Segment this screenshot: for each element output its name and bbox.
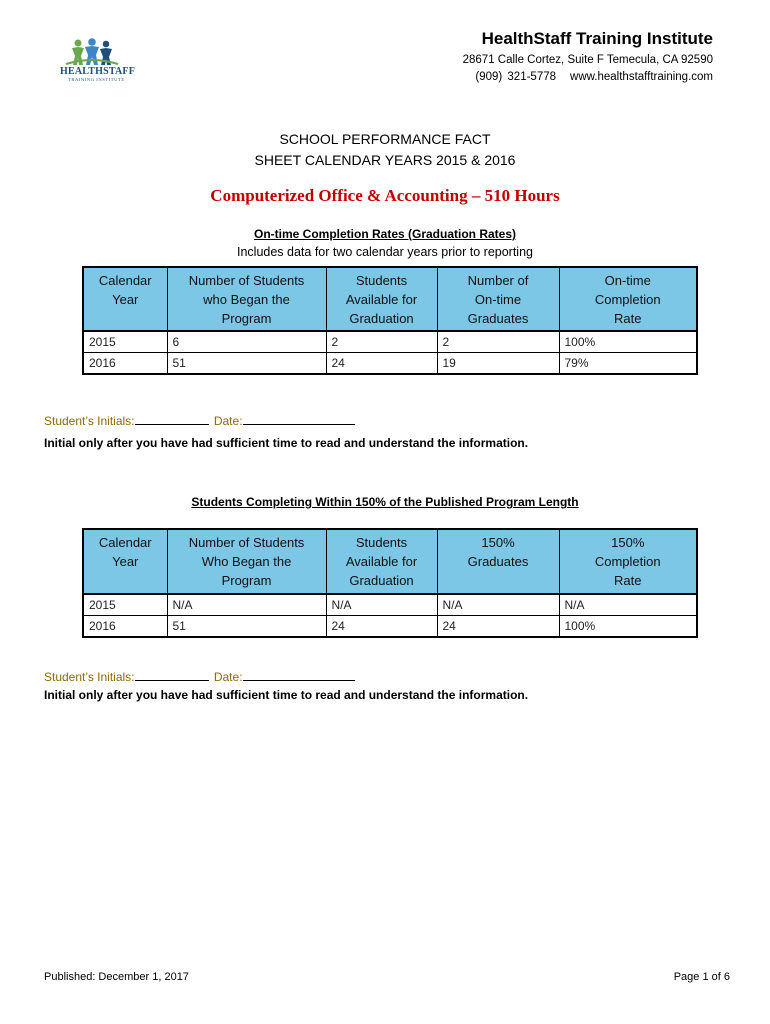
column-header-line: 150% [481, 535, 515, 550]
completion-rates-table [82, 266, 698, 375]
column-header-line: Available for [345, 554, 418, 569]
column-header-text [168, 271, 326, 328]
cell-year: 2016 [83, 616, 167, 638]
student-initials-line [44, 669, 355, 684]
column-header-calendar-year [83, 529, 167, 594]
column-header-line: Rate [614, 311, 642, 326]
cell-available: 24 [326, 353, 437, 375]
column-header-text [327, 271, 437, 328]
column-header-line: 150% [611, 535, 645, 550]
column-header-line: Completion [594, 292, 661, 307]
column-header-available-for-graduation [326, 267, 437, 331]
cell-graduates: 24 [437, 616, 559, 638]
section2-heading: Students Completing Within 150% of the Published Program Length [191, 495, 579, 509]
organization-contact [475, 71, 713, 83]
cell-graduates: 19 [437, 353, 559, 375]
column-header-line: Graduation [349, 311, 414, 326]
column-header-line: Number of Students [188, 273, 305, 288]
column-header-150-completion-rate [559, 529, 697, 594]
date-blank[interactable] [243, 413, 355, 425]
initials-blank[interactable] [135, 669, 209, 681]
column-header-line: On-time [604, 273, 651, 288]
column-header-calendar-year [83, 267, 167, 331]
column-header-line: Year [112, 292, 139, 307]
table-header-row [83, 529, 697, 594]
cell-students-began: 51 [167, 616, 326, 638]
column-header-line: Graduates [467, 311, 529, 326]
column-header-ontime-graduates [437, 267, 559, 331]
column-header-text [438, 271, 559, 328]
cell-year: 2015 [83, 331, 167, 353]
document-title-line2: SHEET CALENDAR YEARS 2015 & 2016 [254, 152, 516, 168]
column-header-line: Students [355, 273, 408, 288]
cell-graduates: N/A [437, 594, 559, 616]
completion-150-table [82, 528, 698, 638]
document-title-line1: SCHOOL PERFORMANCE FACT [279, 131, 491, 147]
column-header-text [560, 271, 697, 328]
table-header-row [83, 267, 697, 331]
logo-text: HEALTHSTAFF [60, 66, 135, 77]
organization-website[interactable]: www.healthstafftraining.com [570, 71, 713, 83]
cell-students-began: N/A [167, 594, 326, 616]
logo-subtext: TRAINING INSTITUTE [68, 77, 125, 82]
column-header-line: Program [221, 573, 272, 588]
initials-blank[interactable] [135, 413, 209, 425]
date-label: Date: [213, 670, 243, 684]
column-header-students-began [167, 267, 326, 331]
cell-available: N/A [326, 594, 437, 616]
section1-heading: On-time Completion Rates (Graduation Rates) [253, 227, 517, 241]
table-row [83, 353, 697, 375]
cell-year: 2015 [83, 594, 167, 616]
date-blank[interactable] [243, 669, 355, 681]
page-number: Page 1 of 6 [673, 971, 730, 983]
cell-available: 2 [326, 331, 437, 353]
column-header-line: On-time [474, 292, 522, 307]
column-header-line: who Began the [203, 292, 290, 307]
table-row [83, 616, 697, 638]
table-row [83, 331, 697, 353]
cell-students-began: 6 [167, 331, 326, 353]
cell-graduates: 2 [437, 331, 559, 353]
column-header-text [560, 533, 697, 590]
column-header-line: Available for [345, 292, 418, 307]
column-header-line: Completion [594, 554, 661, 569]
column-header-line: Who Began the [201, 554, 292, 569]
column-header-students-began [167, 529, 326, 594]
organization-name: HealthStaff Training Institute [481, 29, 713, 48]
student-initials-line [44, 413, 355, 428]
column-header-line: Rate [614, 573, 642, 588]
column-header-available-for-graduation [326, 529, 437, 594]
column-header-line: Students [355, 535, 408, 550]
date-label: Date: [213, 414, 243, 428]
initials-note: Initial only after you have had sufficient time to read and understand the information. [44, 436, 529, 450]
column-header-line: Graduation [349, 573, 414, 588]
column-header-line: Calendar [98, 535, 152, 550]
column-header-completion-rate [559, 267, 697, 331]
people-figures-icon [52, 38, 132, 68]
cell-rate: N/A [559, 594, 697, 616]
column-header-text [438, 533, 559, 571]
initials-label: Student’s Initials: [44, 414, 135, 428]
cell-year: 2016 [83, 353, 167, 375]
column-header-text [84, 533, 167, 571]
organization-phone: (909) 321-5778 [475, 71, 557, 83]
logo [52, 38, 135, 88]
column-header-150-graduates [437, 529, 559, 594]
column-header-text [327, 533, 437, 590]
cell-available: 24 [326, 616, 437, 638]
cell-rate: 100% [559, 616, 697, 638]
column-header-text [84, 271, 167, 309]
initials-note: Initial only after you have had sufficient time to read and understand the information. [44, 688, 529, 702]
column-header-line: Program [221, 311, 272, 326]
column-header-line: Number of [467, 273, 529, 288]
column-header-line: Calendar [98, 273, 152, 288]
program-title: Computerized Office & Accounting – 510 Hours [210, 186, 560, 205]
column-header-line: Number of Students [188, 535, 305, 550]
published-date: Published: December 1, 2017 [44, 971, 189, 983]
section1-subheading: Includes data for two calendar years prior to reporting [237, 245, 533, 259]
column-header-line: Graduates [467, 554, 529, 569]
organization-address: 28671 Calle Cortez, Suite F Temecula, CA 92590 [462, 54, 713, 66]
initials-label: Student’s Initials: [44, 670, 135, 684]
column-header-text [168, 533, 326, 590]
cell-rate: 79% [559, 353, 697, 375]
cell-rate: 100% [559, 331, 697, 353]
table-row [83, 594, 697, 616]
column-header-line: Year [112, 554, 139, 569]
cell-students-began: 51 [167, 353, 326, 375]
